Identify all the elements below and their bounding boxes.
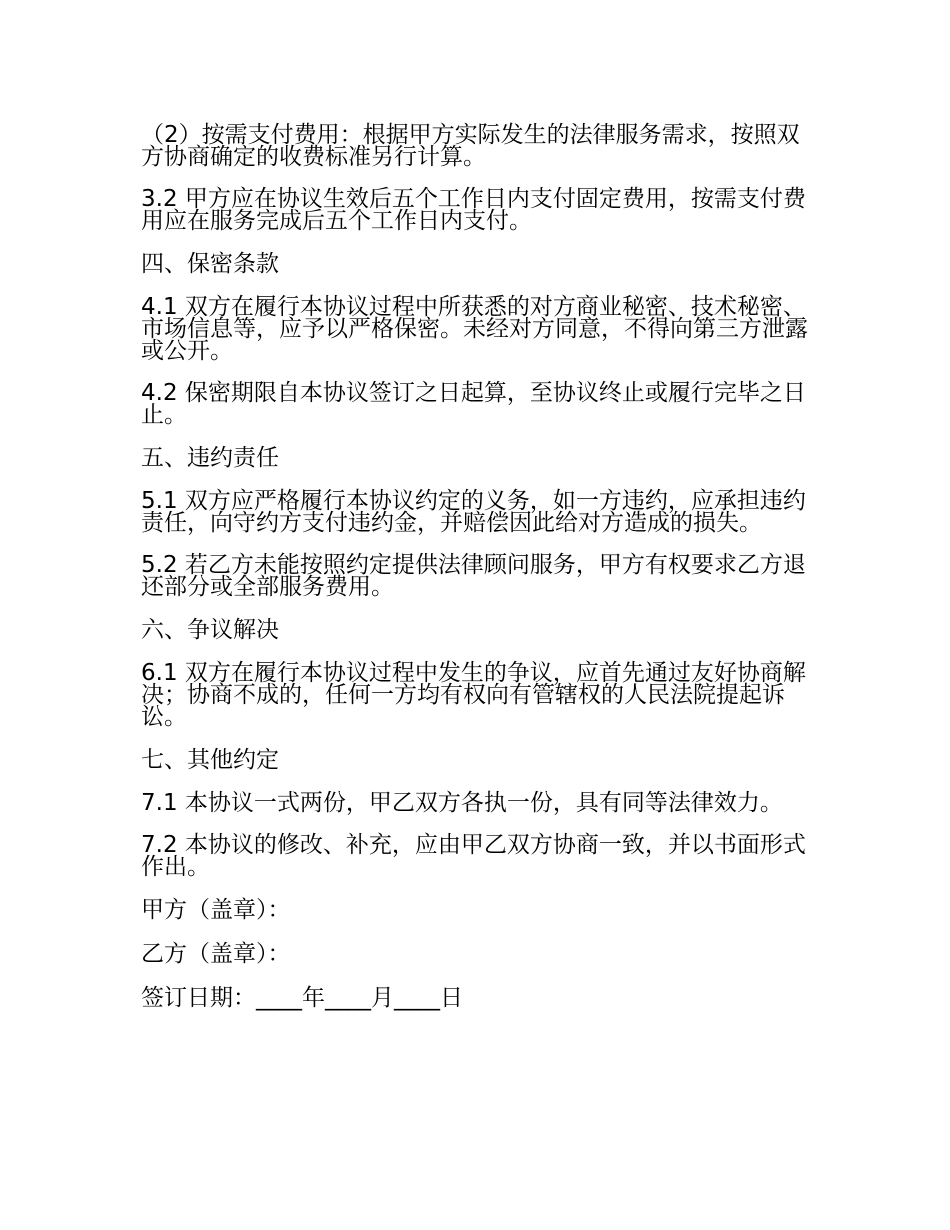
- section-heading-liability: 五、违约责任: [141, 445, 279, 471]
- clause-6-1: 6.1 双方在履行本协议过程中发生的争议，应首先通过友好协商解决；协商不成的，任何一方均有权向有管辖权的人民法院提起诉讼。: [141, 660, 806, 730]
- clause-4-2: 4.2 保密期限自本协议签订之日起算，至协议终止或履行完毕之日止。: [141, 380, 806, 428]
- clause-4-1: 4.1 双方在履行本协议过程中所获悉的对方商业秘密、技术秘密、市场信息等，应予以严格保密。未经对方同意，不得向第三方泄露或公开。: [141, 294, 808, 364]
- signature-party-b: 乙方（盖章）：: [141, 941, 291, 967]
- document-page: [141, 124, 813, 1030]
- section-heading-confidentiality: 四、保密条款: [141, 251, 279, 277]
- signature-party-a: 甲方（盖章）：: [141, 897, 291, 923]
- section-heading-other: 七、其他约定: [141, 747, 279, 773]
- clause-7-2: 7.2 本协议的修改、补充，应由甲乙双方协商一致，并以书面形式作出。: [141, 832, 806, 880]
- clause-5-1: 5.1 双方应严格履行本协议约定的义务，如一方违约，应承担违约责任，向守约方支付违约金，并赔偿因此给对方造成的损失。: [141, 488, 806, 536]
- section-heading-dispute: 六、争议解决: [141, 617, 279, 643]
- signing-date: 签订日期：____年____月____日: [141, 985, 463, 1011]
- clause-3-1-2: （2）按需支付费用：根据甲方实际发生的法律服务需求，按照双方协商确定的收费标准另行计算。: [141, 122, 800, 170]
- clause-7-1: 7.1 本协议一式两份，甲乙双方各执一份，具有同等法律效力。: [141, 790, 783, 816]
- clause-3-2: 3.2 甲方应在协议生效后五个工作日内支付固定费用，按需支付费用应在服务完成后五个工作日内支付。: [141, 186, 806, 234]
- clause-5-2: 5.2 若乙方未能按照约定提供法律顾问服务，甲方有权要求乙方退还部分或全部服务费用。: [141, 552, 806, 600]
